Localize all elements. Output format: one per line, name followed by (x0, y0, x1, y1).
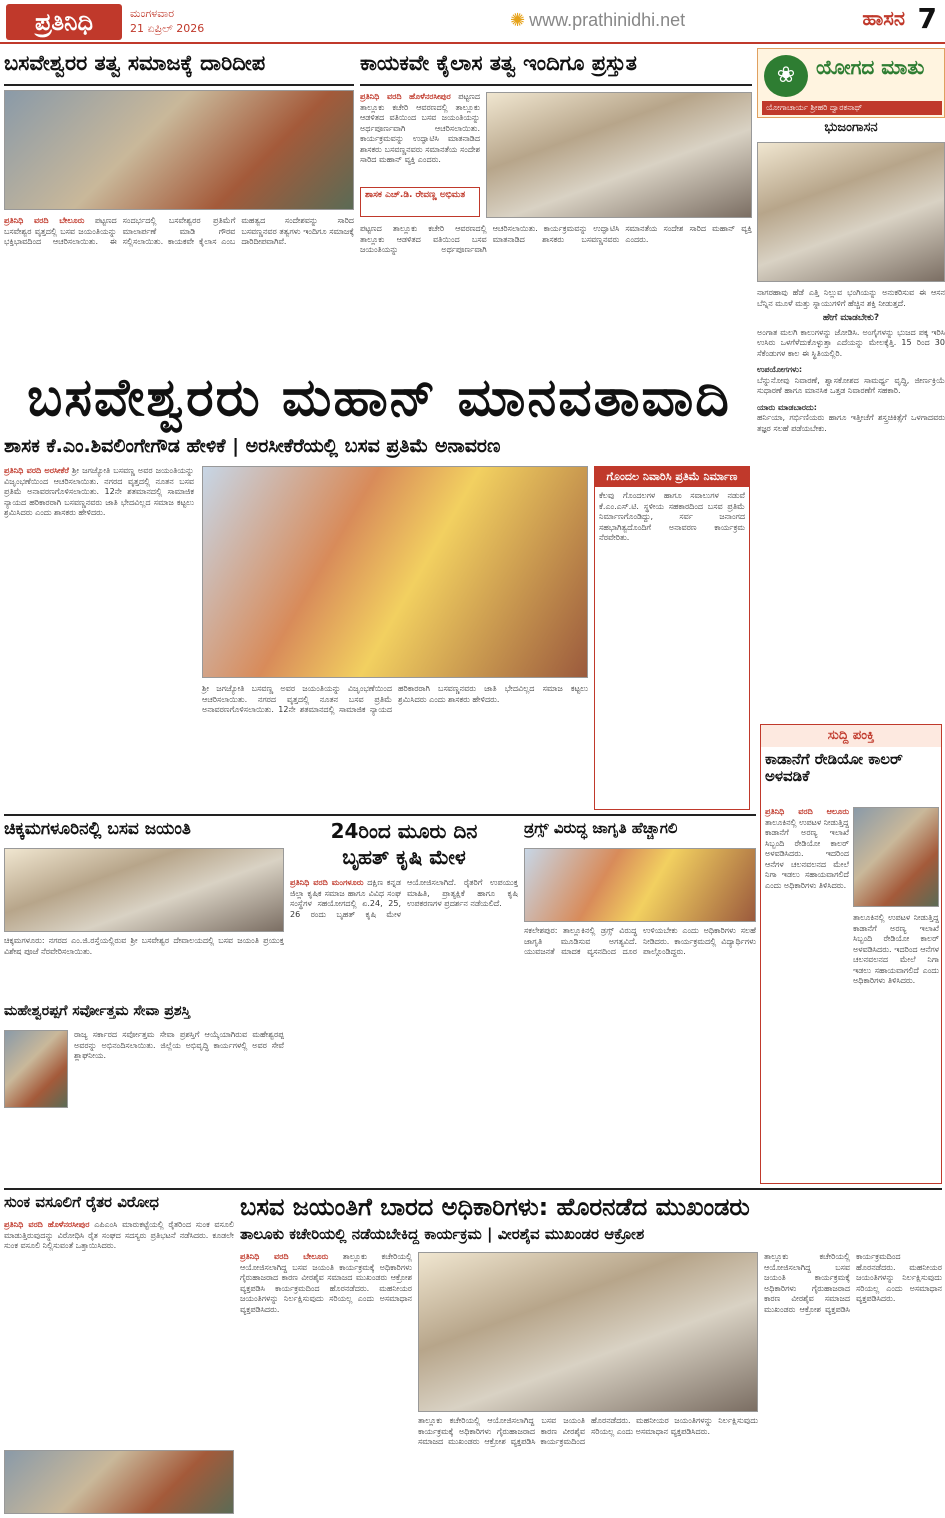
sidebox-title: ಗೊಂದಲ ನಿವಾರಿಸಿ ಪ್ರತಿಮೆ ನಿರ್ಮಾಣ (595, 467, 749, 487)
yoga-intro: ನಾಗರಹಾವು ಹೆಡೆ ಎತ್ತಿ ನಿಲ್ಲುವ ಭಂಗಿಯನ್ನು ಅನುಕರಿಸುವ ಈ ಆಸನ ಬೆನ್ನಿನ ಮೂಳೆ ಮತ್ತು ಸ್ನಾಯುಗಳಿಗೆ ಹೆಚ್ಚಿನ ಶಕ್ತಿ ನೀಡುತ್ತದೆ. (757, 288, 945, 308)
sidebox-body: ಕೆಲವು ಗೊಂದಲಗಳ ಹಾಗೂ ಸವಾಲುಗಳ ನಡುವೆ ಕೆ.ಎಂ.ಎಸ್.ಟಿ. ಸ್ಥಳೀಯ ಸಹಕಾರದಿಂದ ಬಸವ ಪ್ರತಿಮೆ ನಿರ್ಮಾಣಗೊಂಡಿದ್ದು, ಸರ್ವ ಜನಾಂಗದ ಸಹಭಾಗಿತ್ವದೊಂದಿಗೆ ಅನಾವರಣ ಕಾರ್ಯಕ್ರಮ ನೆರವೇರಿತು. (599, 491, 745, 542)
article-krishi-mela (290, 820, 518, 1176)
lotus-icon: ❀ (764, 55, 808, 97)
article-body: ಚಿಕ್ಕಮಗಳೂರು: ನಗರದ ಎಂ.ಜಿ.ರಸ್ತೆಯಲ್ಲಿರುವ ಶ್ರೀ ಬಸವೇಶ್ವರ ದೇವಾಲಯದಲ್ಲಿ ಬಸವ ಜಯಂತಿ ಪ್ರಯುಕ್ತ ವಿಶೇಷ ಪೂಜೆ ನೆರವೇರಿಸಲಾಯಿತು. (4, 936, 284, 956)
byline: ಪ್ರತಿನಿಧಿ ವರದಿ ಹೊಳೆನರಸೀಪುರ (4, 1220, 90, 1229)
body-text: ತಾಲೂಕಿನಲ್ಲಿ ಉಪಟಳ ನೀಡುತ್ತಿದ್ದ ಕಾಡಾನೆಗೆ ಅರಣ್ಯ ಇಲಾಖೆ ಸಿಬ್ಬಂದಿ ರೇಡಿಯೋ ಕಾಲರ್ ಅಳವಡಿಸಿದರು. ಇದರಿಂದ ಆನೆಗಳ ಚಲನವಲನದ ಮೇಲೆ ನಿಗಾ ಇಡಲು ಸಹಾಯವಾಗಲಿದೆ ಎಂದು ಅಧಿಕಾರಿಗಳು ತಿಳಿಸಿದರು. (853, 913, 939, 985)
yoga-guru: ಯೋಗಾಚಾರ್ಯ ಶ್ರೀಹರಿ ದ್ವಾರಕನಾಥ್ (762, 101, 942, 115)
body-text: ಪಟ್ಟಣದ ಬಸವೇಶ್ವರ ವೃತ್ತದಲ್ಲಿ ಬಸವ ಜಯಂತಿಯನ್ನು ಭಕ್ತಿಭಾವದಿಂದ ಆಚರಿಸಲಾಯಿತು. ಈ ಸಂದರ್ಭದಲ್ಲಿ ಬಸವೇಶ್ವರರ ಪ್ರತಿಮೆಗೆ ಮಾಲಾರ್ಪಣೆ ಮಾಡಿ ಗೌರವ ಸಲ್ಲಿಸಲಾಯಿತು. ಕಾಯಕವೇ ಕೈಲಾಸ ಎಂಬ ಮಹತ್ವದ ಸಂದೇಶವನ್ನು ಸಾರಿದ ಬಸವಣ್ಣನವರ ತತ್ವಗಳು ಇಂದಿಗೂ ಸಮಾಜಕ್ಕೆ ದಾರಿದೀಪವಾಗಿವೆ. (4, 216, 354, 246)
body-text: ತಾಲ್ಲೂಕು ಕಚೇರಿಯಲ್ಲಿ ಆಯೋಜಿಸಲಾಗಿದ್ದ ಬಸವ ಜಯಂತಿ ಕಾರ್ಯಕ್ರಮಕ್ಕೆ ಅಧಿಕಾರಿಗಳು ಗೈರುಹಾಜರಾದ ಕಾರಣ ವೀರಶೈವ ಸಮಾಜದ ಮುಖಂಡರು ಆಕ್ರೋಶ ವ್ಯಕ್ತಪಡಿಸಿ ಕಾರ್ಯಕ್ರಮದಿಂದ ಹೊರನಡೆದರು. ಮಹನೀಯರ ಜಯಂತಿಗಳನ್ನು ನಿರ್ಲಕ್ಷಿಸುವುದು ಸರಿಯಲ್ಲ ಎಂದು ಅಸಮಾಧಾನ ವ್ಯಕ್ತಪಡಿಸಿದರು. (764, 1252, 942, 1314)
article-officials-absent (240, 1194, 942, 1514)
headline: ಚಿಕ್ಕಮಗಳೂರಿನಲ್ಲಿ ಬಸವ ಜಯಂತಿ (4, 820, 191, 839)
photo-bhujangasana (757, 142, 945, 282)
body-text: ಶ್ರೀ ಜಗಜ್ಯೋತಿ ಬಸವಣ್ಣ ಅವರ ಜಯಂತಿಯನ್ನು ವಿಜೃಂಭಣೆಯಿಂದ ಆಚರಿಸಲಾಯಿತು. ನಗರದ ವೃತ್ತದಲ್ಲಿ ನೂತನ ಬಸವ ಪ್ರತಿಮೆ ಅನಾವರಣಗೊಳಿಸಲಾಯಿತು. 12ನೇ ಶತಮಾನದಲ್ಲಿ ಸಾಮಾಜಿಕ ನ್ಯಾಯದ ಹರಿಕಾರರಾಗಿ ಬಸವಣ್ಣನವರು ಜಾತಿ ಭೇದವಿಲ್ಲದ ಸಮಾಜ ಕಟ್ಟಲು ಶ್ರಮಿಸಿದರು ಎಂದು ಶಾಸಕರು ಹೇಳಿದರು. (202, 684, 588, 714)
headline: ಬಸವ ಜಯಂತಿಗೆ ಬಾರದ ಅಧಿಕಾರಿಗಳು: ಹೊರನಡೆದ ಮುಖಂಡರು (240, 1194, 750, 1221)
article-body (360, 92, 480, 202)
benefit-body: ಬೆನ್ನುನೋವು ನಿವಾರಣೆ, ಶ್ವಾಸಕೋಶದ ಸಾಮರ್ಥ್ಯ ವೃದ್ಧಿ, ಜೀರ್ಣಕ್ರಿಯೆ ಸುಧಾರಣೆ ಹಾಗೂ ಮಾನಸಿಕ ಒತ್ತಡ ನಿವಾರಣೆಗೆ ಸಹಕಾರಿ. (757, 375, 945, 395)
site-url: www.prathinidhi.net (529, 10, 686, 30)
article-body-continued (360, 224, 752, 364)
body-text: ದಕ್ಷಿಣ ಕನ್ನಡ ಜಿಲ್ಲಾ ಕೃಷಿಕ ಸಮಾಜ ಹಾಗೂ ವಿವಿಧ ಸಂಘ ಸಂಸ್ಥೆಗಳ ಸಹಯೋಗದಲ್ಲಿ ಏ.24, 25, 26 ರಂದು ಬೃಹತ್ ಕೃಷಿ ಮೇಳ ಆಯೋಜಿಸಲಾಗಿದೆ. ರೈತರಿಗೆ ಉಪಯುಕ್ತ ಮಾಹಿತಿ, ಪ್ರಾತ್ಯಕ್ಷಿಕೆ ಹಾಗೂ ಕೃಷಿ ಉಪಕರಣಗಳ ಪ್ರದರ್ಶನ ನಡೆಯಲಿದೆ. (290, 878, 518, 919)
body-text: ಪಟ್ಟಣದ ತಾಲ್ಲೂಕು ಕಚೇರಿ ಆವರಣದಲ್ಲಿ ತಾಲ್ಲೂಕು ಆಡಳಿತದ ವತಿಯಿಂದ ಬಸವ ಜಯಂತಿಯನ್ನು ಅರ್ಥಪೂರ್ಣವಾಗಿ ಆಚರಿಸಲಾಯಿತು. ಕಾರ್ಯಕ್ರಮವನ್ನು ಉದ್ಘಾಟಿಸಿ ಮಾತನಾಡಿದ ಶಾಸಕರು ಬಸವಣ್ಣನವರು ಸಮಾನತೆಯ ಸಂದೇಶ ಸಾರಿದ ಮಹಾನ್ ವ್ಯಕ್ತಿ ಎಂದರು. (360, 224, 752, 254)
news-corner-body (765, 807, 849, 1177)
photo-statue (202, 466, 588, 678)
masthead-site (510, 10, 685, 31)
lead-subhead: ಶಾಸಕ ಕೆ.ಎಂ.ಶಿವಲಿಂಗೇಗೌಡ ಹೇಳಿಕೆ | ಅರಸೀಕೆರೆಯಲ್ಲಿ ಬಸವ ಪ್ರತಿಮೆ ಅನಾವರಣ (4, 435, 501, 457)
article-drugs-awareness (524, 820, 756, 1176)
pull-quote: ಶಾಸಕ ಎಚ್.ಡಿ. ರೇವಣ್ಣ ಅಭಿಮತ (360, 187, 480, 217)
byline: ಪ್ರತಿನಿಧಿ ವರದಿ ಬೇಲೂರು (240, 1252, 329, 1261)
photo-awareness-event (524, 848, 756, 922)
body-text: ಎಪಿಎಂಸಿ ಮಾರುಕಟ್ಟೆಯಲ್ಲಿ ರೈತರಿಂದ ಸುಂಕ ವಸೂಲಿ ಮಾಡುತ್ತಿರುವುದನ್ನು ವಿರೋಧಿಸಿ ರೈತ ಸಂಘದ ಸದಸ್ಯರು ಪ್ರತಿಭಟನೆ ನಡೆಸಿದರು. ಕೂಡಲೇ ಸುಂಕ ವಸೂಲಿ ನಿಲ್ಲಿಸುವಂತೆ ಒತ್ತಾಯಿಸಿದರು. (4, 1220, 234, 1250)
benefit-title: ಉಪಯೋಗಗಳು: (757, 365, 803, 374)
newspaper-logo: ಪ್ರತಿನಿಧಿ (6, 4, 122, 40)
masthead (0, 0, 945, 44)
headline: ಸುಂಕ ವಸೂಲಿಗೆ ರೈತರ ವಿರೋಧ (4, 1194, 160, 1211)
byline: ಪ್ರತಿನಿಧಿ ವರದಿ ಹೊಳೆನರಸೀಪುರ (360, 92, 451, 101)
headline: ಡ್ರಗ್ಸ್ ವಿರುದ್ಧ ಜಾಗೃತಿ ಹೆಚ್ಚಾಗಲಿ (524, 820, 678, 837)
section-divider-2 (4, 1188, 942, 1190)
lead-sidebox (594, 466, 750, 810)
article-tax-protest (4, 1194, 234, 1514)
headline-line-1: 24ರಿಂದ ಮೂರು ದಿನ (330, 820, 478, 843)
edition-location: ಹಾಸನ (862, 6, 905, 30)
article-body (290, 878, 518, 1176)
how-body: ಅಂಗಾತ ಮಲಗಿ ಕಾಲುಗಳನ್ನು ಜೋಡಿಸಿ. ಅಂಗೈಗಳನ್ನು ಭುಜದ ಪಕ್ಕ ಇರಿಸಿ ಉಸಿರು ಒಳಗೆಳೆದುಕೊಳ್ಳುತ್ತಾ ಎದೆಯನ್ನು ಮೇಲಕ್ಕೆತ್ತಿ. 15 ರಿಂದ 30 ಸೆಕೆಂಡುಗಳ ಕಾಲ ಈ ಸ್ಥಿತಿಯಲ್ಲಿರಿ. (757, 327, 945, 358)
yoga-body (757, 288, 945, 720)
news-corner (760, 724, 942, 1184)
photo-protest (4, 1450, 234, 1514)
body-text: ಸಕಲೇಶಪುರ: ತಾಲ್ಲೂಕಿನಲ್ಲಿ ಡ್ರಗ್ಸ್ ವಿರುದ್ಧ ಜಾಗೃತಿ ಮೂಡಿಸುವ ಅಗತ್ಯವಿದೆ. ಯುವಜನತೆ ಮಾದಕ ವ್ಯಸನದಿಂದ ದೂರ ಉಳಿಯಬೇಕು ಎಂದು ಅಧಿಕಾರಿಗಳು ಸಲಹೆ ನೀಡಿದರು. ಕಾರ್ಯಕ್ರಮದಲ್ಲಿ ವಿದ್ಯಾರ್ಥಿಗಳು ಪಾಲ್ಗೊಂಡಿದ್ದರು. (524, 926, 756, 956)
article-body (4, 216, 354, 364)
how-title: ಹೇಗೆ ಮಾಡಬೇಕು? (822, 313, 880, 323)
byline: ಪ್ರತಿನಿಧಿ ವರದಿ ಅರಸೀಕೆರೆ (4, 466, 69, 475)
headline: ಬಸವೇಶ್ವರರ ತತ್ವ ಸಮಾಜಕ್ಕೆ ದಾರಿದೀಪ (4, 52, 354, 86)
sub-headline: ಮಹೇಶ್ವರಪ್ಪಗೆ ಸರ್ವೋತ್ತಮ ಸೇವಾ ಪ್ರಶಸ್ತಿ (4, 1003, 191, 1019)
masthead-date-text: 21 ಏಪ್ರಿಲ್ 2026 (130, 22, 205, 35)
article-body-right (764, 1252, 942, 1514)
body-text: ಶ್ರೀ ಜಗಜ್ಯೋತಿ ಬಸವಣ್ಣ ಅವರ ಜಯಂತಿಯನ್ನು ವಿಜೃಂಭಣೆಯಿಂದ ಆಚರಿಸಲಾಯಿತು. ನಗರದ ವೃತ್ತದಲ್ಲಿ ನೂತನ ಬಸವ ಪ್ರತಿಮೆ ಅನಾವರಣಗೊಳಿಸಲಾಯಿತು. 12ನೇ ಶತಮಾನದಲ್ಲಿ ಸಾಮಾಜಿಕ ನ್ಯಾಯದ ಹರಿಕಾರರಾಗಿ ಬಸವಣ್ಣನವರು ಜಾತಿ ಭೇದವಿಲ್ಲದ ಸಮಾಜ ಕಟ್ಟಲು ಶ್ರಮಿಸಿದರು ಎಂದು ಶಾಸಕರು ಹೇಳಿದರು. (4, 466, 194, 517)
photo-leaders (418, 1252, 758, 1412)
article-body (524, 926, 756, 1176)
page-number: 7 (917, 2, 937, 35)
news-corner-title: ಸುದ್ದಿ ಪಂಕ್ತಿ (761, 725, 941, 747)
body-text: ತಾಲ್ಲೂಕು ಕಚೇರಿಯಲ್ಲಿ ಆಯೋಜಿಸಲಾಗಿದ್ದ ಬಸವ ಜಯಂತಿ ಕಾರ್ಯಕ್ರಮಕ್ಕೆ ಅಧಿಕಾರಿಗಳು ಗೈರುಹಾಜರಾದ ಕಾರಣ ವೀರಶೈವ ಸಮಾಜದ ಮುಖಂಡರು ಆಕ್ರೋಶ ವ್ಯಕ್ತಪಡಿಸಿ ಕಾರ್ಯಕ್ರಮದಿಂದ ಹೊರನಡೆದರು. ಮಹನೀಯರ ಜಯಂತಿಗಳನ್ನು ನಿರ್ಲಕ್ಷಿಸುವುದು ಸರಿಯಲ್ಲ ಎಂದು ಅಸಮಾಧಾನ ವ್ಯಕ್ತಪಡಿಸಿದರು. (418, 1416, 758, 1446)
pose-name: ಭುಜಂಗಾಸನ (824, 120, 878, 135)
article-body (4, 1220, 234, 1446)
lead-story (4, 370, 754, 810)
body-text: ಪಟ್ಟಣದ ತಾಲ್ಲೂಕು ಕಚೇರಿ ಆವರಣದಲ್ಲಿ ತಾಲ್ಲೂಕು ಆಡಳಿತದ ವತಿಯಿಂದ ಬಸವ ಜಯಂತಿಯನ್ನು ಅರ್ಥಪೂರ್ಣವಾಗಿ ಆಚರಿಸಲಾಯಿತು. ಕಾರ್ಯಕ್ರಮವನ್ನು ಉದ್ಘಾಟಿಸಿ ಮಾತನಾಡಿದ ಶಾಸಕರು ಬಸವಣ್ಣನವರು ಸಮಾನತೆಯ ಸಂದೇಶ ಸಾರಿದ ಮಹಾನ್ ವ್ಯಕ್ತಿ ಎಂದರು. (360, 92, 480, 164)
photo-officials (486, 92, 752, 218)
photo-elephant (853, 807, 939, 907)
caution-body: ಹರ್ನಿಯಾ, ಗರ್ಭಿಣಿಯರು ಹಾಗೂ ಇತ್ತೀಚೆಗೆ ಶಸ್ತ್ರಚಿಕಿತ್ಸೆಗೆ ಒಳಗಾದವರು ತಜ್ಞರ ಸಲಹೆ ಪಡೆಯಬೇಕು. (757, 413, 945, 433)
byline: ಪ್ರತಿನಿಧಿ ವರದಿ ಆಲೂರು (765, 807, 849, 816)
headline: ಕಾಯಕವೇ ಕೈಲಾಸ ತತ್ವ ಇಂದಿಗೂ ಪ್ರಸ್ತುತ (360, 52, 752, 86)
article-basaveshwara-light (4, 52, 354, 364)
sun-icon: ✺ (510, 10, 526, 30)
article-body-continued (418, 1416, 758, 1514)
subhead: ತಾಲೂಕು ಕಚೇರಿಯಲ್ಲಿ ನಡೆಯಬೇಕಿದ್ದ ಕಾರ್ಯಕ್ರಮ | ವೀರಶೈವ ಮುಖಂಡರ ಆಕ್ರೋಶ (240, 1225, 645, 1243)
photo-temple (4, 848, 284, 932)
yoga-column (757, 48, 945, 720)
body-text: ತಾಲೂಕಿನಲ್ಲಿ ಉಪಟಳ ನೀಡುತ್ತಿದ್ದ ಕಾಡಾನೆಗೆ ಅರಣ್ಯ ಇಲಾಖೆ ಸಿಬ್ಬಂದಿ ರೇಡಿಯೋ ಕಾಲರ್ ಅಳವಡಿಸಿದರು. ಇದರಿಂದ ಆನೆಗಳ ಚಲನವಲನದ ಮೇಲೆ ನಿಗಾ ಇಡಲು ಸಹಾಯವಾಗಲಿದೆ ಎಂದು ಅಧಿಕಾರಿಗಳು ತಿಳಿಸಿದರು. (765, 817, 849, 890)
article-chikkamagaluru (4, 820, 284, 1176)
headline-line-2: ಬೃಹತ್ ಕೃಷಿ ಮೇಳ (342, 845, 466, 869)
photo-procession (4, 90, 354, 210)
photo-portrait (4, 1030, 68, 1108)
byline: ಪ್ರತಿನಿಧಿ ವರದಿ ಬೇಲೂರು (4, 216, 85, 225)
body-text: ತಾಲ್ಲೂಕು ಕಚೇರಿಯಲ್ಲಿ ಆಯೋಜಿಸಲಾಗಿದ್ದ ಬಸವ ಜಯಂತಿ ಕಾರ್ಯಕ್ರಮಕ್ಕೆ ಅಧಿಕಾರಿಗಳು ಗೈರುಹಾಜರಾದ ಕಾರಣ ವೀರಶೈವ ಸಮಾಜದ ಮುಖಂಡರು ಆಕ್ರೋಶ ವ್ಯಕ್ತಪಡಿಸಿ ಕಾರ್ಯಕ್ರಮದಿಂದ ಹೊರನಡೆದರು. ಮಹನೀಯರ ಜಯಂತಿಗಳನ್ನು ನಿರ್ಲಕ್ಷಿಸುವುದು ಸರಿಯಲ್ಲ ಎಂದು ಅಸಮಾಧಾನ ವ್ಯಕ್ತಪಡಿಸಿದರು. (240, 1252, 412, 1314)
yoga-brand: ಯೋಗದ ಮಾತು (816, 55, 925, 79)
yoga-banner (757, 48, 945, 118)
news-corner-body-continued (853, 913, 939, 1177)
byline: ಪ್ರತಿನಿಧಿ ವರದಿ ಮಂಗಳೂರು (290, 878, 364, 887)
lead-body (4, 466, 194, 810)
lead-headline: ಬಸವೇಶ್ವರರು ಮಹಾನ್ ಮಾನವತಾವಾದಿ (27, 370, 731, 428)
masthead-day: ಮಂಗಳವಾರ (130, 7, 175, 20)
lead-body-continued (202, 684, 588, 810)
section-divider (4, 814, 756, 816)
article-body (240, 1252, 412, 1514)
caution-title: ಯಾರು ಮಾಡಬಾರದು: (757, 402, 817, 412)
article-kayakave-kailasa (360, 52, 752, 364)
masthead-date (130, 6, 204, 36)
news-corner-headline: ಕಾಡಾನೆಗೆ ರೇಡಿಯೋ ಕಾಲರ್ ಅಳವಡಿಕೆ (765, 750, 903, 785)
sub-body: ರಾಜ್ಯ ಸರ್ಕಾರದ ಸರ್ವೋತ್ತಮ ಸೇವಾ ಪ್ರಶಸ್ತಿಗೆ ಆಯ್ಕೆಯಾಗಿರುವ ಮಹೇಶ್ವರಪ್ಪ ಅವರನ್ನು ಅಭಿನಂದಿಸಲಾಯಿತು. ಜಿಲ್ಲೆಯ ಅಭಿವೃದ್ಧಿ ಕಾರ್ಯಗಳಲ್ಲಿ ಅವರ ಸೇವೆ ಶ್ಲಾಘನೀಯ. (74, 1030, 284, 1060)
